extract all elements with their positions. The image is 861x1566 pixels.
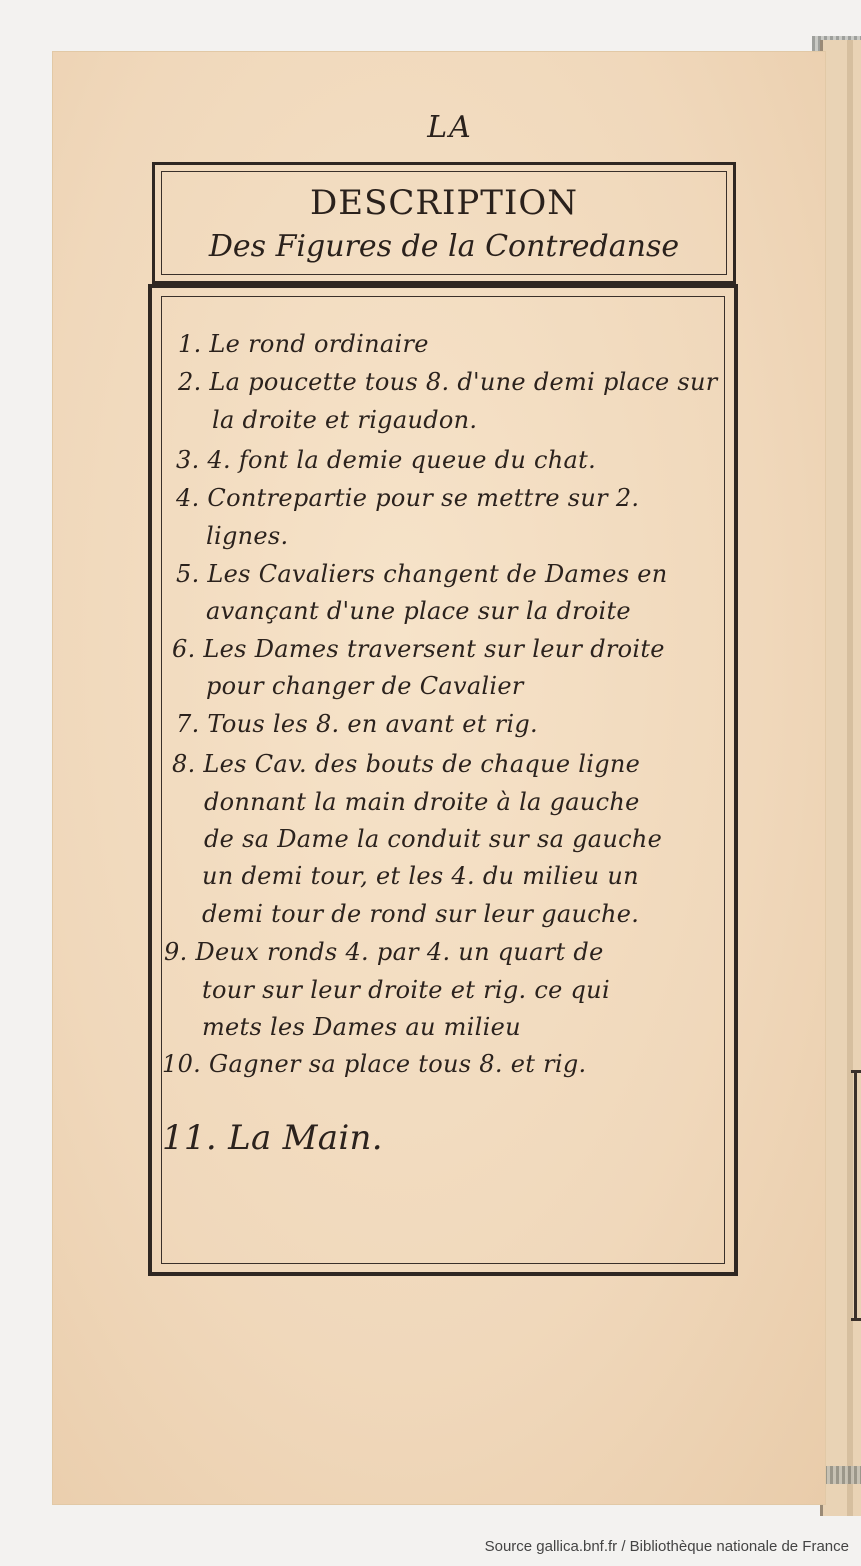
figure-line: pour changer de Cavalier	[206, 672, 524, 700]
title-subtitle: Des Figures de la Contredanse	[208, 229, 680, 264]
figure-line: 6. Les Dames traversent sur leur droite	[172, 635, 665, 663]
figure-line: lignes.	[206, 522, 289, 550]
figure-line: la droite et rigaudon.	[212, 406, 478, 434]
figure-line: de sa Dame la conduit sur sa gauche	[204, 825, 663, 853]
facing-page-rule	[854, 1070, 857, 1320]
figure-line: un demi tour, et les 4. du milieu un	[202, 862, 639, 890]
figure-line: 8. Les Cav. des bouts de chaque ligne	[172, 750, 641, 778]
figure-line: tour sur leur droite et rig. ce qui	[202, 976, 610, 1004]
figure-line: 5. Les Cavaliers changent de Dames en	[176, 560, 668, 588]
figure-line: donnant la main droite à la gauche	[204, 788, 640, 816]
title-main: DESCRIPTION	[309, 183, 579, 223]
figure-line: avançant d'une place sur la droite	[206, 597, 631, 625]
figure-line: 2. La poucette tous 8. d'une demi place sur	[178, 368, 718, 396]
figure-line: demi tour de rond sur leur gauche.	[202, 900, 640, 928]
title-cartouche	[152, 162, 736, 284]
figure-line: 9. Deux ronds 4. par 4. un quart de	[164, 938, 604, 966]
source-credit: Source gallica.bnf.fr / Bibliothèque nationale de France	[484, 1538, 849, 1555]
figure-line: 3. 4. font la demie queue du chat.	[176, 446, 597, 474]
figure-line: 4. Contrepartie pour se mettre sur 2.	[176, 484, 640, 512]
running-head: LA	[427, 110, 473, 145]
page-edge-shadow	[847, 40, 853, 1516]
figure-line: 1. Le rond ordinaire	[178, 330, 429, 358]
figure-line: mets les Dames au milieu	[202, 1013, 521, 1041]
figure-line: 7. Tous les 8. en avant et rig.	[176, 710, 538, 738]
facing-page-edge	[820, 40, 861, 1516]
figure-line: 10. Gagner sa place tous 8. et rig.	[162, 1050, 587, 1078]
figure-line: 11. La Main.	[162, 1118, 383, 1158]
